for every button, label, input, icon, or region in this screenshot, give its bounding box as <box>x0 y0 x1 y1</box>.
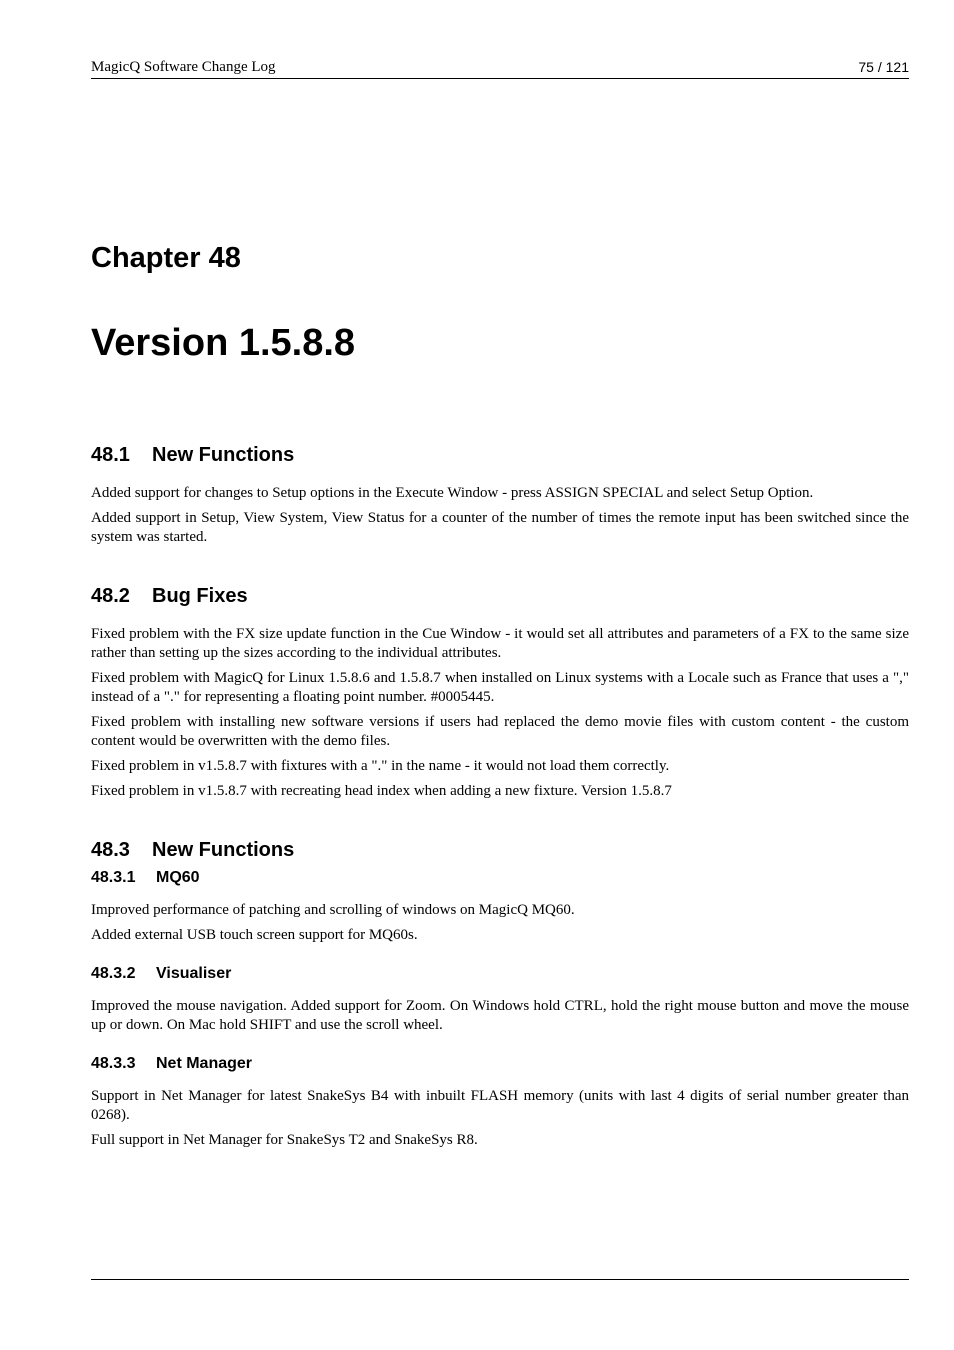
subsection-title: MQ60 <box>156 869 200 886</box>
header-doc-title: MagicQ Software Change Log <box>91 59 276 75</box>
section-title: New Functions <box>152 839 295 861</box>
chapter-label: Chapter 48 <box>91 242 241 274</box>
paragraph: Support in Net Manager for latest SnakeSys B4 with inbuilt FLASH memory (units with last 4 digits of serial number greater than 0268). <box>91 1088 909 1123</box>
paragraph: Fixed problem with installing new software versions if users had replaced the demo movie files with custom content - the custom content would be overwritten with the demo files. <box>91 714 909 749</box>
paragraph: Improved performance of patching and scrolling of windows on MagicQ MQ60. <box>91 902 575 918</box>
paragraph: Fixed problem with MagicQ for Linux 1.5.8.6 and 1.5.8.7 when installed on Linux systems with a Locale such as France that uses a "," instead of a "." for representing a floating point number. #0005445. <box>91 670 909 705</box>
subsection-title: Visualiser <box>156 965 232 982</box>
subsection-heading <box>91 1053 909 1075</box>
chapter-content <box>91 440 909 1156</box>
section-number: 48.3 <box>91 839 130 861</box>
subsection-title: Net Manager <box>156 1055 253 1072</box>
paragraph: Full support in Net Manager for SnakeSys T2 and SnakeSys R8. <box>91 1132 478 1148</box>
chapter-title: Version 1.5.8.8 <box>91 322 356 364</box>
paragraph: Fixed problem with the FX size update function in the Cue Window - it would set all attributes and parameters of a FX to the same size rather than setting up the sizes according to the individual attributes. <box>91 626 909 661</box>
subsection-number: 48.3.3 <box>91 1055 136 1072</box>
subsection-heading <box>91 867 909 889</box>
subsection-number: 48.3.1 <box>91 869 136 886</box>
paragraph: Improved the mouse navigation. Added support for Zoom. On Windows hold CTRL, hold the right mouse button and move the mouse up or down. On Mac hold SHIFT and use the scroll wheel. <box>91 998 909 1033</box>
document-page <box>91 0 909 1350</box>
footer-rule <box>91 1279 909 1280</box>
subsection-heading <box>91 963 909 985</box>
paragraph: Added support in Setup, View System, View Status for a counter of the number of times the remote input has been switched since the system was started. <box>91 510 909 545</box>
paragraph: Added external USB touch screen support for MQ60s. <box>91 927 418 943</box>
header-page-number: 75 / 121 <box>858 59 909 75</box>
section-title: Bug Fixes <box>152 585 248 607</box>
section-heading <box>91 835 909 865</box>
paragraph: Fixed problem in v1.5.8.7 with fixtures with a "." in the name - it would not load them correctly. <box>91 758 670 774</box>
section-heading <box>91 440 909 470</box>
section-title: New Functions <box>152 444 295 466</box>
paragraph: Added support for changes to Setup options in the Execute Window - press ASSIGN SPECIAL and select Setup Option. <box>91 485 814 501</box>
subsection-number: 48.3.2 <box>91 965 136 982</box>
paragraph: Fixed problem in v1.5.8.7 with recreating head index when adding a new fixture. Version 1.5.8.7 <box>91 783 672 799</box>
running-header <box>91 58 909 79</box>
section-heading <box>91 581 909 611</box>
section-number: 48.2 <box>91 585 130 607</box>
section-number: 48.1 <box>91 444 130 466</box>
